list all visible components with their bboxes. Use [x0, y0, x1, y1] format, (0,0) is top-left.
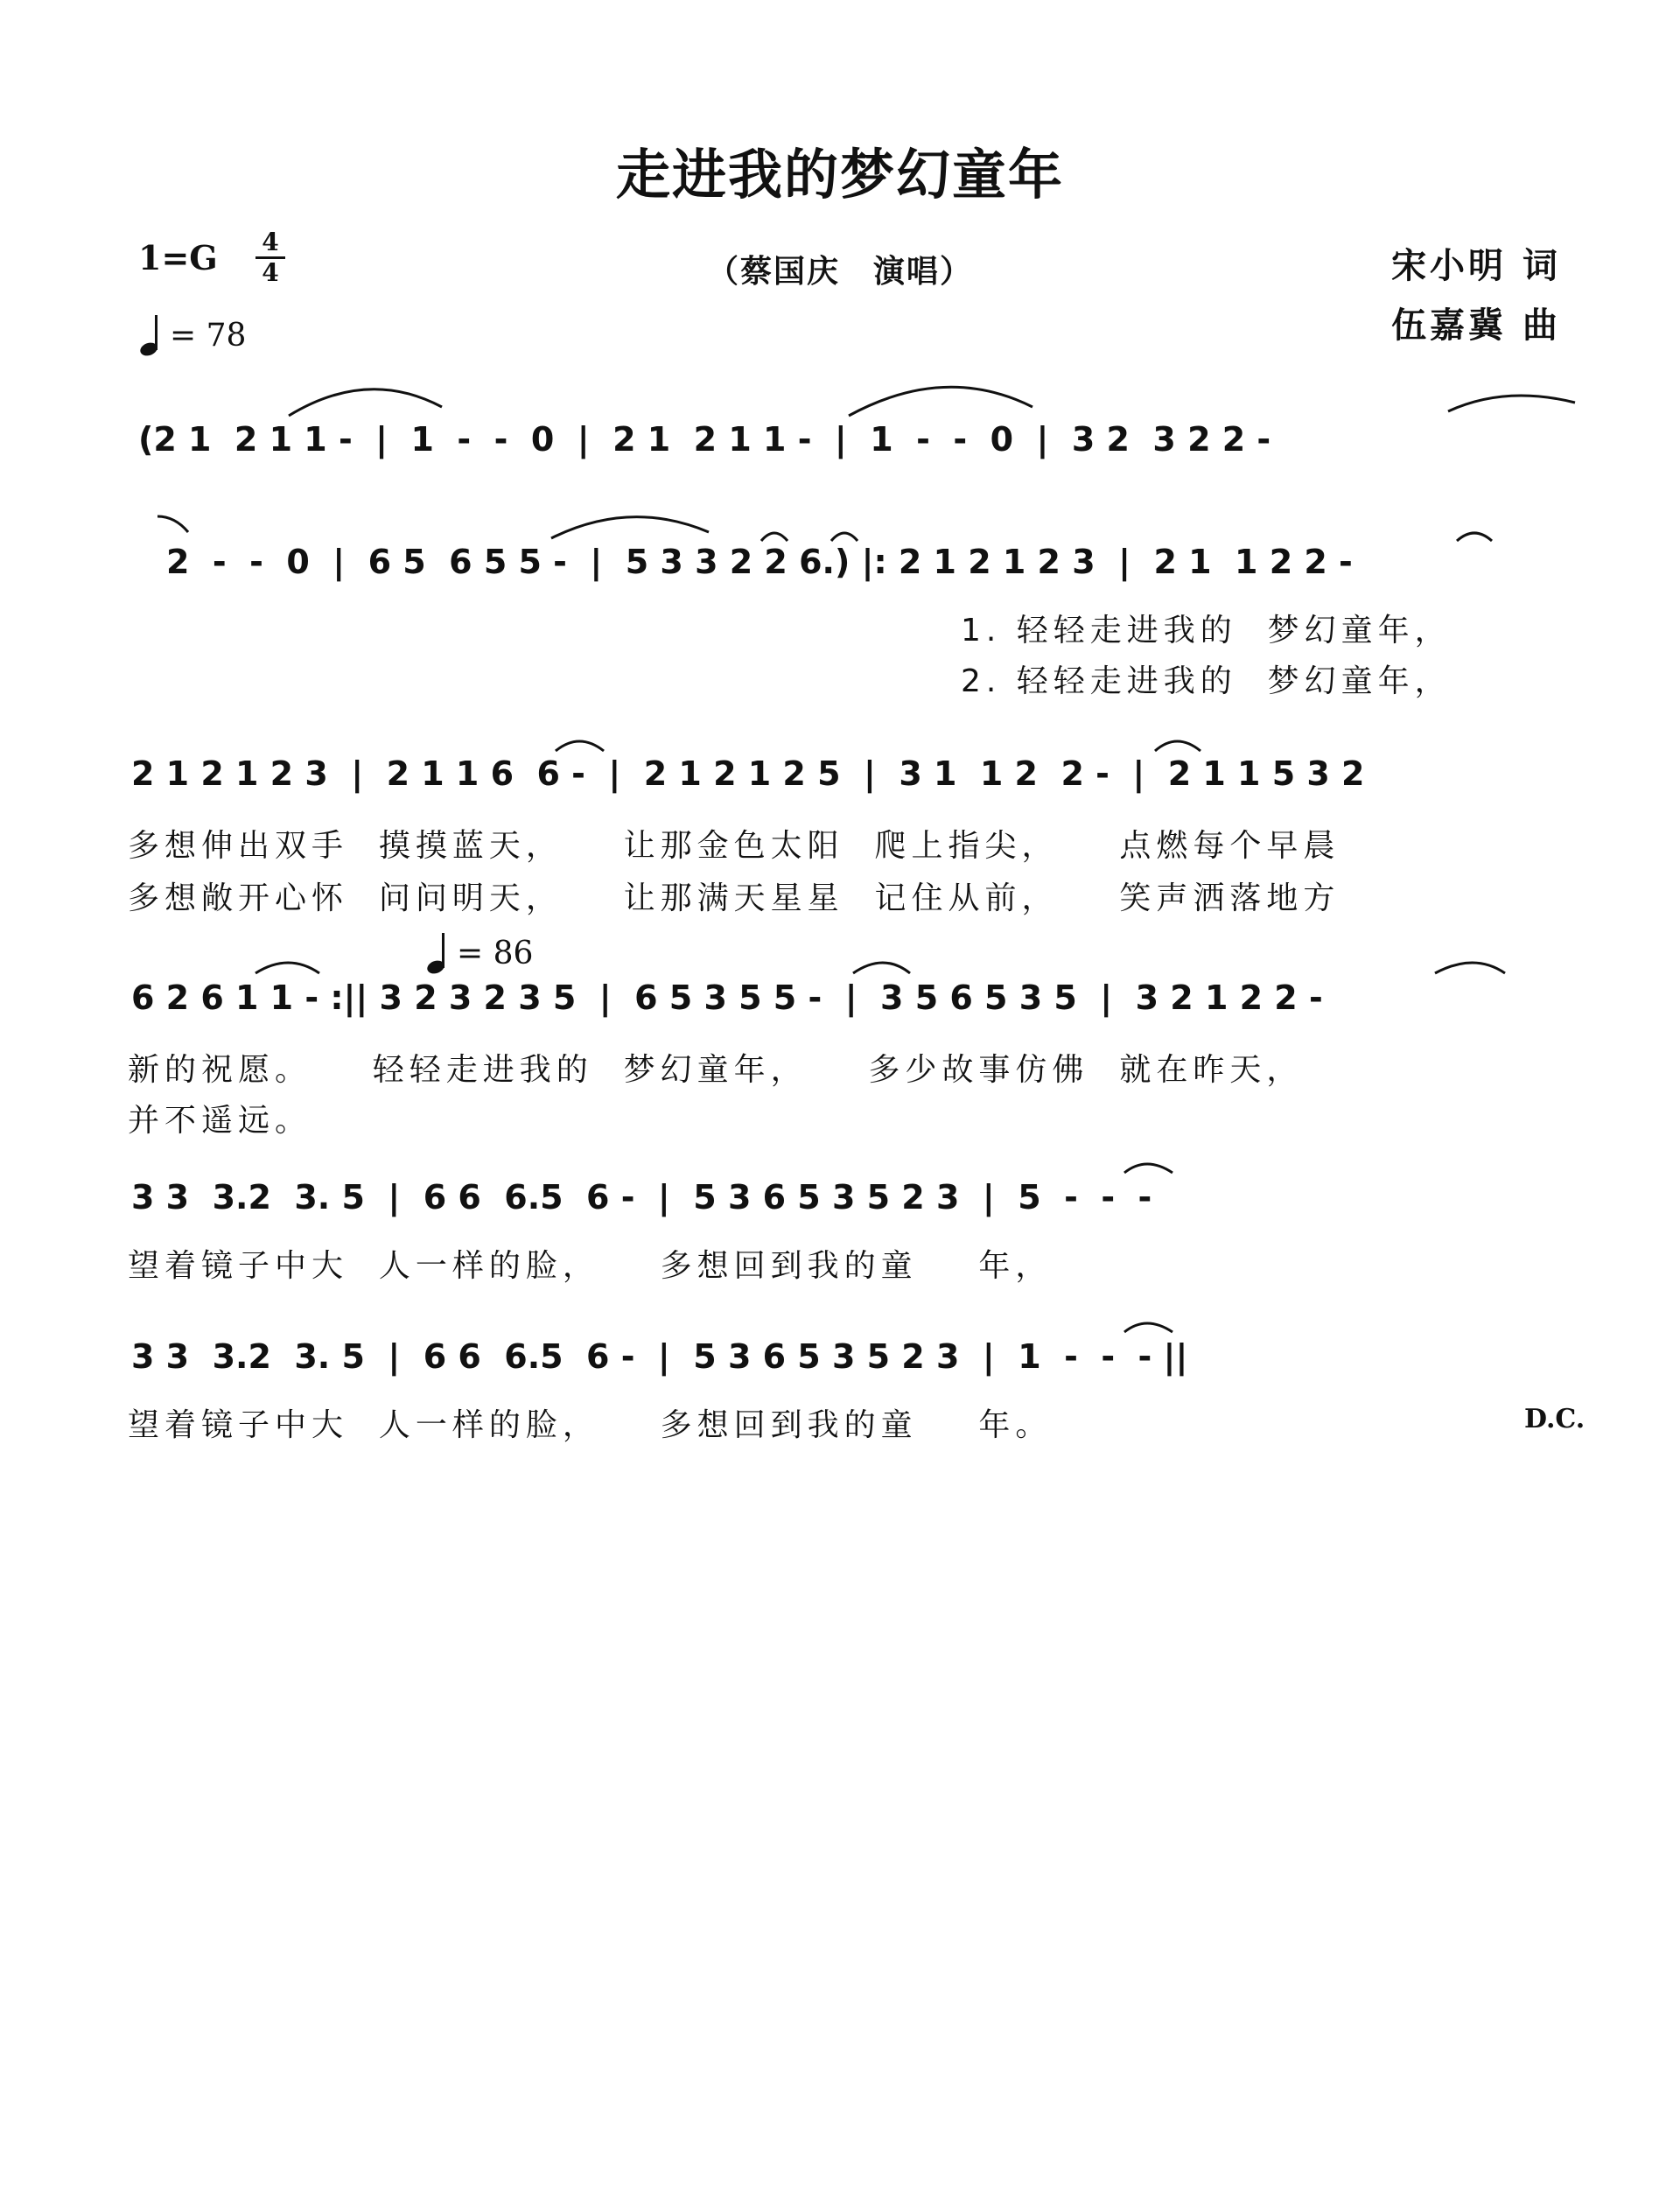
song-title: 走进我的梦幻童年 — [615, 143, 1064, 207]
meter-bottom: 4 — [262, 258, 279, 287]
notation-line-2: 2 - - 0 | 6 5 6 5 5 - | 5 3 3 2 2 6.) |: 2 1 2 1 2 3 | 2 1 1 2 2 - — [166, 543, 1353, 581]
lyricist-credit: 宋小明 词 — [1391, 246, 1561, 286]
composer-credit: 伍嘉冀 曲 — [1391, 305, 1561, 346]
da-capo-mark: D.C. — [1524, 1404, 1586, 1434]
singer-credit: （蔡国庆 演唱） — [706, 254, 973, 290]
lyric-line-4-verse-1: 新的祝愿。 轻轻走进我的 梦幻童年， 多少故事仿佛 就在昨天， — [128, 1052, 1304, 1088]
notation-line-3: 2 1 2 1 2 3 | 2 1 1 6 6 - | 2 1 2 1 2 5 | 3 1 1 2 2 - | 2 1 1 5 3 2 — [131, 754, 1365, 793]
tempo-change-value: = 86 — [457, 935, 534, 971]
lyric-line-4-verse-2: 并不遥远。 — [128, 1103, 312, 1139]
lyric-line-2-verse-1: 1. 轻轻走进我的 梦幻童年， — [961, 613, 1452, 649]
notation-line-1: (2 1 2 1 1 - | 1 - - 0 | 2 1 2 1 1 - | 1 - - 0 | 3 2 3 2 2 - — [138, 420, 1271, 459]
notation-line-6: 3 3 3.2 3. 5 | 6 6 6.5 6 - | 5 3 6 5 3 5 2 3 | 1 - - - || — [131, 1337, 1188, 1376]
notation-line-5: 3 3 3.2 3. 5 | 6 6 6.5 6 - | 5 3 6 5 3 5 2 3 | 5 - - - — [131, 1178, 1152, 1217]
meter-top: 4 — [262, 228, 279, 256]
lyric-line-5: 望着镜子中大 人一样的脸， 多想回到我的童 年， — [128, 1248, 1053, 1284]
tempo-value: = 78 — [170, 317, 247, 354]
lyric-line-2-verse-2: 2. 轻轻走进我的 梦幻童年， — [961, 663, 1452, 699]
key-signature: 1=G — [138, 238, 218, 277]
notation-line-4: 6 2 6 1 1 - :|| 3 2 3 2 3 5 | 6 5 3 5 5 - | 3 5 6 5 3 5 | 3 2 1 2 2 - — [131, 978, 1323, 1017]
lyric-line-3-verse-2: 多想敞开心怀 问问明天， 让那满天星星 记住从前， 笑声洒落地方 — [128, 880, 1340, 916]
lyric-line-3-verse-1: 多想伸出双手 摸摸蓝天， 让那金色太阳 爬上指尖， 点燃每个早晨 — [128, 828, 1340, 864]
lyric-line-6: 望着镜子中大 人一样的脸， 多想回到我的童 年。 — [128, 1407, 1053, 1443]
